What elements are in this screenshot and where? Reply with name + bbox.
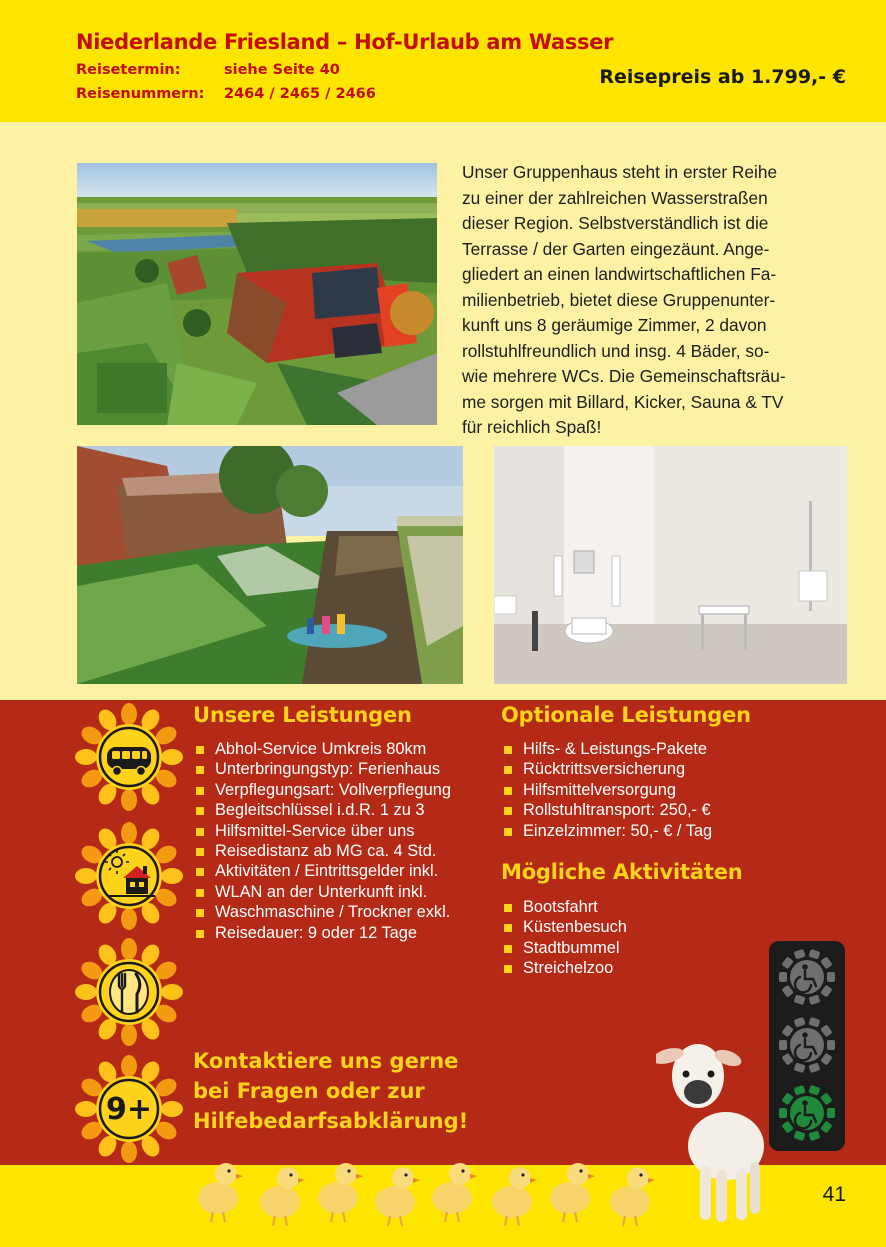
intro-line: rollstuhlfreundlich und insg. 4 Bäder, so- bbox=[462, 340, 770, 361]
contact-line: bei Fragen oder zur bbox=[193, 1079, 425, 1103]
list-item: Hilfsmittel-Service über uns bbox=[193, 821, 451, 841]
farm-aerial-photo bbox=[77, 163, 437, 425]
chick-group bbox=[198, 1163, 655, 1226]
intro-line: gliedert an einen landwirtschaftlichen Fa- bbox=[462, 264, 777, 284]
sun-ray bbox=[161, 749, 183, 765]
intro-line: me sorgen mit Billard, Kicker, Sauna & TV bbox=[462, 391, 784, 412]
optionale-list bbox=[501, 739, 712, 841]
age-icon bbox=[75, 1055, 183, 1163]
header-bar bbox=[0, 0, 886, 122]
chick bbox=[432, 1163, 477, 1222]
wheelchair-icon bbox=[779, 1017, 835, 1073]
list-item: Unterbringungstyp: Ferienhaus bbox=[193, 759, 451, 779]
contact-line: Kontaktiere uns gerne bbox=[193, 1049, 459, 1073]
intro-line: wie mehrere WCs. Die Gemeinschaftsräu- bbox=[462, 366, 786, 386]
chick bbox=[318, 1163, 363, 1222]
intro-line: milienbetrieb, bietet diese Gruppenunter- bbox=[462, 289, 776, 310]
list-item: Streichelzoo bbox=[501, 958, 627, 978]
list-item: Hilfsmittelversorgung bbox=[501, 780, 712, 800]
leistungen-title: Unsere Leistungen bbox=[193, 703, 412, 727]
price-label: Reisepreis ab 1.799,- € bbox=[599, 66, 846, 88]
page-number: 41 bbox=[822, 1183, 846, 1206]
list-item: Aktivitäten / Eintrittsgelder inkl. bbox=[193, 861, 451, 881]
bathroom-photo bbox=[494, 446, 847, 684]
list-item: Bootsfahrt bbox=[501, 897, 627, 917]
chick bbox=[550, 1163, 595, 1222]
intro-line: kunft uns 8 geräumige Zimmer, 2 davon bbox=[462, 315, 767, 335]
intro-line: dieser Region. Selbstverständlich ist die bbox=[462, 213, 769, 233]
aktivitaeten-list bbox=[501, 897, 627, 979]
sun-ray bbox=[75, 749, 97, 765]
sun-badge bbox=[75, 822, 183, 930]
sun-ray bbox=[121, 703, 137, 725]
sun-ray bbox=[121, 822, 137, 844]
reisetermin-row bbox=[76, 62, 340, 78]
sun-ray bbox=[161, 984, 183, 1000]
list-item: WLAN an der Unterkunft inkl. bbox=[193, 882, 451, 902]
reisetermin-value: siehe Seite 40 bbox=[224, 62, 340, 78]
list-item: Hilfs- & Leistungs-Pakete bbox=[501, 739, 712, 759]
reisenummern-label: Reisenummern: bbox=[76, 86, 205, 102]
sun-ray bbox=[121, 789, 137, 811]
list-item: Rollstuhltransport: 250,- € bbox=[501, 800, 712, 820]
contact-line: Hilfebedarfsabklärung! bbox=[193, 1109, 469, 1133]
aktivitaeten-title: Mögliche Aktivitäten bbox=[501, 860, 743, 884]
chick bbox=[260, 1167, 305, 1226]
list-item: Küstenbesuch bbox=[501, 917, 627, 937]
contact-callout bbox=[193, 1046, 468, 1136]
intro-text bbox=[462, 160, 847, 441]
list-item: Reisedauer: 9 oder 12 Tage bbox=[193, 923, 451, 943]
list-item: Einzelzimmer: 50,- € / Tag bbox=[501, 821, 712, 841]
list-item: Rücktrittsversicherung bbox=[501, 759, 712, 779]
reisenummern-value: 2464 / 2465 / 2466 bbox=[224, 86, 376, 102]
chick bbox=[198, 1163, 243, 1222]
sun-ray bbox=[121, 908, 137, 930]
cutlery-icon bbox=[75, 938, 183, 1046]
list-item: Begleitschlüssel i.d.R. 1 zu 3 bbox=[193, 800, 451, 820]
chick bbox=[610, 1167, 655, 1226]
sun-ray bbox=[121, 938, 137, 960]
chick bbox=[375, 1167, 420, 1226]
age-label: 9+ bbox=[105, 1091, 152, 1127]
optionale-title: Optionale Leistungen bbox=[501, 703, 751, 727]
intro-line: zu einer der zahlreichen Wasserstraßen bbox=[462, 187, 768, 208]
chick bbox=[492, 1167, 537, 1226]
sun-ray bbox=[161, 868, 183, 884]
intro-line: Terrasse / der Garten eingezäunt. Ange- bbox=[462, 238, 770, 259]
bus-icon bbox=[75, 703, 183, 811]
list-item: Stadtbummel bbox=[501, 938, 627, 958]
intro-line: Unser Gruppenhaus steht in erster Reihe bbox=[462, 162, 778, 182]
leistungen-list bbox=[193, 739, 451, 943]
sun-ray bbox=[75, 868, 97, 884]
lamb-image bbox=[656, 1036, 786, 1228]
page-title: Niederlande Friesland – Hof-Urlaub am Wasser bbox=[76, 30, 614, 54]
house-icon bbox=[75, 822, 183, 930]
reisetermin-label: Reisetermin: bbox=[76, 62, 181, 78]
list-item: Verpflegungsart: Vollverpflegung bbox=[193, 780, 451, 800]
list-item: Reisedistanz ab MG ca. 4 Std. bbox=[193, 841, 451, 861]
chicks-image bbox=[190, 1140, 670, 1230]
list-item: Abhol-Service Umkreis 80km bbox=[193, 739, 451, 759]
list-item: Waschmaschine / Trockner exkl. bbox=[193, 902, 451, 922]
sun-badge bbox=[75, 703, 183, 811]
wheelchair-icon bbox=[779, 1085, 835, 1141]
sun-badge bbox=[75, 938, 183, 1046]
intro-line: für reichlich Spaß! bbox=[462, 417, 602, 437]
wheelchair-icon bbox=[779, 949, 835, 1005]
reisenummern-row bbox=[76, 86, 376, 102]
sun-ray bbox=[121, 1024, 137, 1046]
canal-boat-photo bbox=[77, 446, 463, 684]
sun-ray bbox=[75, 984, 97, 1000]
